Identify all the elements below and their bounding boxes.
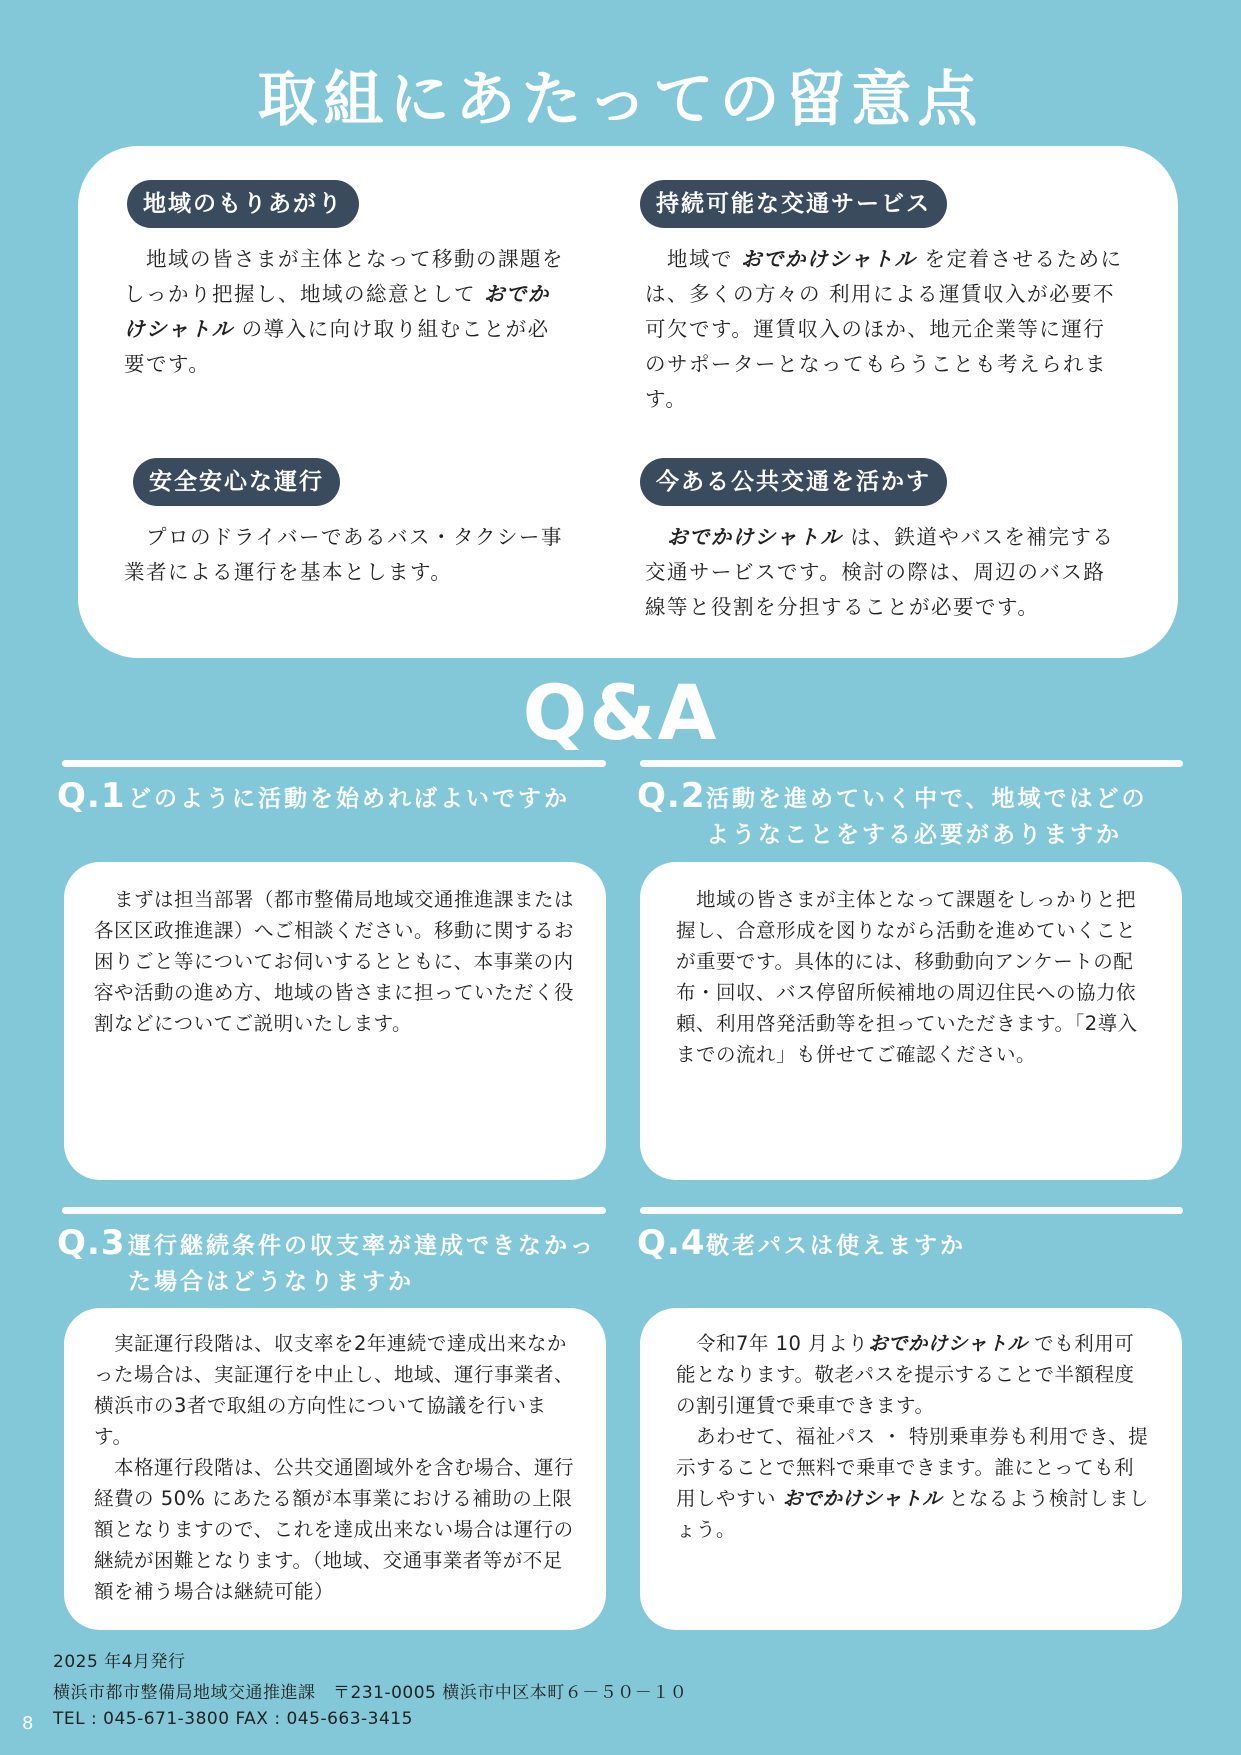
issue-date: 2025 年4月発行 bbox=[53, 1652, 186, 1672]
q1-divider bbox=[62, 760, 606, 767]
brand-name: おでかけシャトル bbox=[782, 1487, 943, 1510]
point-text-community: 地域の皆さまが主体となって移動の課題をしっかり把握し、地域の総意として おでかけシャトル の導入に向け取り組むことが必要です。 bbox=[124, 247, 564, 376]
page-number: 8 bbox=[22, 1713, 34, 1734]
brand-name: おでかけシャトル bbox=[645, 525, 843, 549]
q1-title: どのように活動を始めればよいですか bbox=[128, 786, 570, 812]
brand-name: おでかけシャトル bbox=[124, 282, 550, 341]
q3-answer: 実証運行段階は、収支率を2年連続で達成出来なかった場合は、実証運行を中止し、地域、運行事業者、横浜市の3者で取組の方向性について協議を行います。 本格運行段階は、公共交通圏域外を含む場合、運行経費の 50% にあたる額が本事業における補助の上限額となりますので、これを達成出来ない場合は運行の継続が困難となります。（地域、交通事業者等が不足額を補う場合は継続可能） bbox=[94, 1332, 575, 1603]
contact-address: 横浜市都市整備局地域交通推進課 〒231-0005 横浜市中区本町６－５０－１０ bbox=[53, 1683, 688, 1703]
q3-number: Q.3 bbox=[57, 1223, 126, 1263]
point-label-public-transport: 今ある公共交通を活かす bbox=[640, 458, 947, 506]
q2-divider bbox=[640, 760, 1183, 767]
point-label-sustainable: 持続可能な交通サービス bbox=[640, 180, 947, 228]
contact-phone-fax: TEL : 045-671-3800 FAX : 045-663-3415 bbox=[53, 1709, 413, 1729]
q2-number: Q.2 bbox=[637, 776, 706, 816]
key-points-card bbox=[78, 146, 1178, 658]
q3-title: 運行継続条件の収支率が達成できなかっ た場合はどうなりますか bbox=[128, 1233, 596, 1295]
page-title: 取組にあたっての留意点 bbox=[257, 65, 984, 135]
q3-divider bbox=[62, 1207, 606, 1214]
point-label-community: 地域のもりあがり bbox=[127, 180, 359, 228]
qa-heading: Q&A bbox=[522, 668, 719, 757]
q2-answer-card bbox=[640, 862, 1182, 1180]
brand-name: おでかけシャトル bbox=[868, 1332, 1028, 1355]
q1-answer-card bbox=[64, 862, 606, 1180]
q4-title: 敬老パスは使えますか bbox=[706, 1233, 966, 1259]
q3-answer-card bbox=[64, 1308, 606, 1630]
q4-number: Q.4 bbox=[637, 1223, 706, 1263]
point-text-safety: プロのドライバーであるバス・タクシー事業者による運行を基本とします。 bbox=[124, 525, 563, 584]
q4-answer-card bbox=[640, 1308, 1182, 1630]
q2-title: 活動を進めていく中で、地域ではどの ようなことをする必要がありますか bbox=[706, 786, 1148, 848]
q1-number: Q.1 bbox=[57, 776, 126, 816]
brand-name: おでかけシャトル bbox=[741, 247, 917, 271]
point-text-public-transport: おでかけシャトル は、鉄道やバスを補完する交通サービスです。検討の際は、周辺のバス路線等と役割を分担することが必要です。 bbox=[645, 525, 1115, 619]
q4-divider bbox=[640, 1207, 1183, 1214]
point-label-safety: 安全安心な運行 bbox=[133, 458, 340, 506]
q2-answer: 地域の皆さまが主体となって課題をしっかりと把握し、合意形成を図りながら活動を進めていくことが重要です。具体的には、移動動向アンケートの配布・回収、バス停留所候補地の周辺住民への協力依頼、利用啓発活動等を担っていただきます。「2導入までの流れ」も併せてご確認ください。 bbox=[676, 888, 1138, 1066]
point-text-sustainable: 地域で おでかけシャトル を定着させるためには、多くの方々の 利用による運賃収入が必要不可欠です。運賃収入のほか、地元企業等に運行のサポーターとなってもらうことも考えられます。 bbox=[645, 247, 1123, 411]
q1-answer: まずは担当部署（都市整備局地域交通推進課または各区区政推進課）へご相談ください。移動に関するお困りごと等についてお伺いするとともに、本事業の内容や活動の進め方、地域の皆さまに担っていただく役割などについてご説明いたします。 bbox=[94, 888, 575, 1035]
q4-answer: 令和7年 10 月よりおでかけシャトル でも利用可能となります。敬老パスを提示することで半額程度の割引運賃で乗車できます。 あわせて、福祉パス ・ 特別乗車券も利用でき、提示することで無料で乗車できます。誰にとっても利用しやすい おでかけシャトル となるよう検討しましょう。 bbox=[676, 1332, 1149, 1541]
